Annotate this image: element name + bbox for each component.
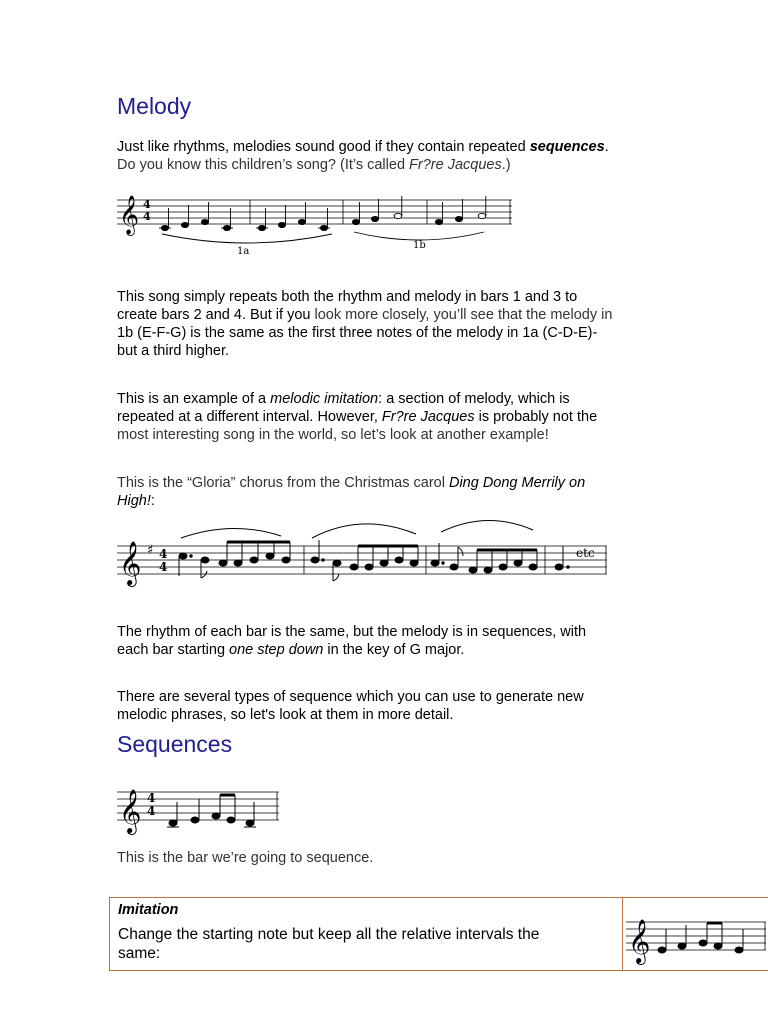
imitation-title: Imitation (118, 902, 179, 918)
melody-heading: Melody (117, 93, 192, 119)
base-bar-caption: This is the bar we’re going to sequence. (117, 850, 374, 866)
explanation-paragraph: This song simply repeats both the rhythm and melody in bars 1 and 3 to create bars 2 and 4. But if you look more closely, you’ll see that the melody in 1b (E-F-G) is the same as the first three notes of the melody in 1a (C-D-E)- but a third higher. (117, 289, 613, 359)
svg-text:4: 4 (159, 560, 168, 574)
imitation-paragraph: This is an example of a melodic imitation: a section of melody, which is repeated at a different interval. However, Fr?re Jacques is probably not the most interesting song in the world, so let’s look at another example! (117, 391, 598, 443)
svg-text:4: 4 (159, 547, 168, 561)
treble-clef-icon: 𝄞 (119, 789, 142, 833)
sharp-icon: ♯ (147, 543, 154, 558)
svg-text:4: 4 (147, 804, 156, 818)
sequences-term: sequences (529, 139, 605, 155)
imitation-description: Change the starting note but keep all the relative intervals the same: (118, 926, 540, 962)
song-title: Fr?re Jacques (409, 157, 502, 173)
types-paragraph: There are several types of sequence which you can use to generate new melodic phrases, so let's look at them in more detail. (117, 689, 584, 723)
sequences-heading: Sequences (117, 731, 233, 757)
phrase-slur-1b (354, 232, 484, 240)
imitation-table-cell (109, 897, 623, 971)
imitation-example-staff (626, 904, 768, 966)
imitation-example-cell (622, 897, 768, 971)
frere-jacques-staff (117, 188, 517, 260)
svg-text:4: 4 (143, 210, 151, 223)
treble-clef-icon: 𝄞 (628, 919, 651, 963)
intro-paragraph: Just like rhythms, melodies sound good if they contain repeated sequences. Do you know this children’s song? (It’s called Fr?re Jacques.) (117, 139, 609, 173)
label-1b: 1b (413, 240, 426, 251)
rhythm-paragraph: The rhythm of each bar is the same, but the melody is in sequences, with each bar starting one step down in the key of G major. (117, 624, 587, 658)
label-1a: 1a (237, 246, 250, 257)
treble-clef-icon: 𝄞 (119, 541, 142, 585)
etc-label: etc (576, 546, 595, 560)
base-bar-staff (117, 778, 287, 836)
svg-text:4: 4 (143, 198, 151, 211)
svg-text:4: 4 (147, 791, 156, 805)
gloria-paragraph: This is the “Gloria” chorus from the Christmas carol Ding Dong Merrily on High!: (117, 475, 586, 509)
gloria-staff (117, 512, 617, 587)
treble-clef-icon: 𝄞 (119, 195, 140, 235)
phrase-slur-1a (162, 234, 332, 243)
